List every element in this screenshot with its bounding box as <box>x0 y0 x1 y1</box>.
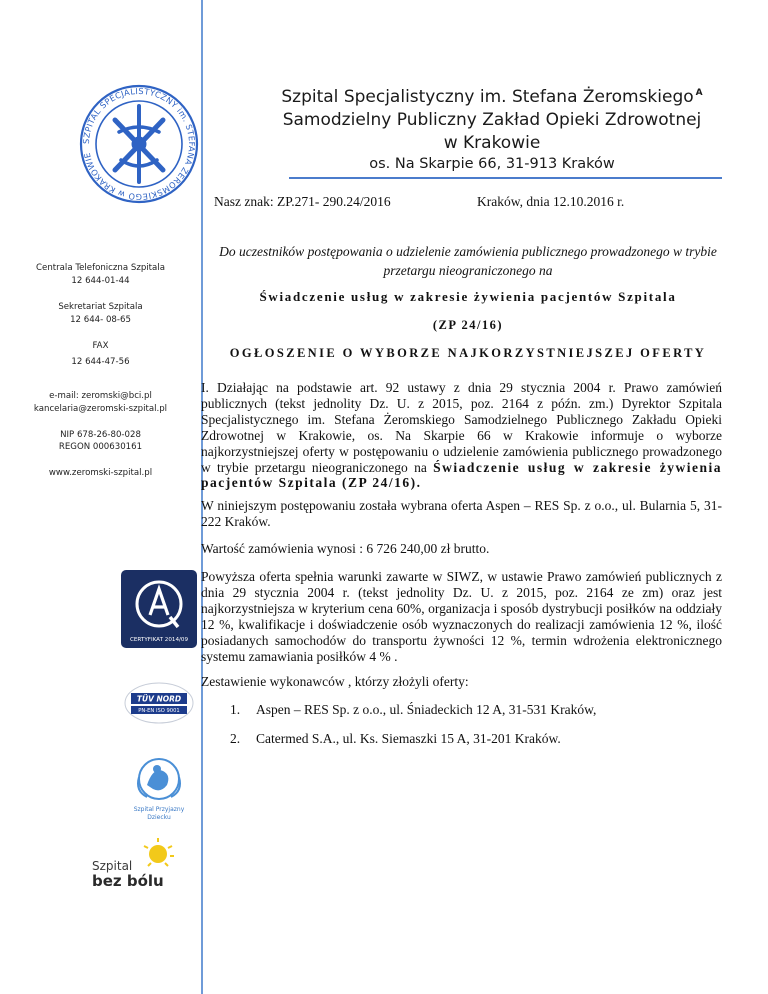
tuv-nord-badge <box>123 681 195 725</box>
svg-text:Szpital Przyjazny: Szpital Przyjazny <box>133 806 185 813</box>
procurement-code: (ZP 24/16) <box>432 318 504 332</box>
website-link[interactable]: www.zeromski-szpital.pl <box>48 468 153 478</box>
list-item: 1. Aspen – RES Sp. z o.o., ul. Śniadeckich 12 A, 31-531 Kraków, <box>230 702 597 717</box>
hospital-name-line2: Samodzielny Publiczny Zakład Opieki Zdrowotnej <box>282 110 702 130</box>
hospital-city-line: w Krakowie <box>443 133 541 153</box>
hospital-seal-logo <box>77 82 201 206</box>
secretariat-label: Sekretariat Szpitala <box>58 302 143 312</box>
hospital-address: os. Na Skarpie 66, 31-913 Kraków <box>369 156 615 172</box>
aq-certificate-badge <box>120 569 198 649</box>
paragraph-order-value: Wartość zamówienia wynosi : 6 726 240,00 zł brutto. <box>201 541 490 556</box>
svg-text:bez bólu: bez bólu <box>92 872 164 890</box>
procurement-subject-inline: Świadczenie usług w zakresie żywienia pacjentów Szpitala (ZP 24/16). <box>201 459 722 491</box>
place-date: Kraków, dnia 12.10.2016 r. <box>477 194 625 209</box>
procurement-subject: Świadczenie usług w zakresie żywienia pacjentów Szpitala <box>259 289 677 304</box>
email-secondary[interactable]: kancelaria@zeromski-szpital.pl <box>33 404 168 414</box>
margin-divider-line <box>201 0 203 994</box>
paragraph-legal-basis: I. Działając na podstawie art. 92 ustawy z dnia 29 stycznia 2004 r. Prawo zamówień publicznych (tekst jednolity Dz. U. z 2015, poz. 2164 z późn. zm.) Dyrektor Szpitala Specjalistycznego im. Stefana Żeromskiego Samodzielnego Publicznego Zakładu Opieki Zdrowotnej w Krakowie, os. Na Skarpie 66 w Krakowie informuje o wyborze najkorzystniejszej oferty w postępowaniu o udzielenie zamówienia publicznego prowadzonego w trybie przetargu nieograniczonego na Świadczenie usług w zakresie żywienia pacjentów Szpitala (ZP 24/16). <box>201 380 722 491</box>
fax-label: FAX <box>92 341 109 351</box>
header-underline <box>289 177 722 179</box>
hospital-name: Szpital Specjalistyczny im. Stefana Żeromskiego $^A$ <box>281 87 703 107</box>
paragraph-bidders-heading: Zestawienie wykonawców , którzy złożyli oferty: <box>201 674 469 689</box>
svg-text:CERTYFIKAT 2014/09: CERTYFIKAT 2014/09 <box>129 637 189 643</box>
phone-number: 12 644-01-44 <box>71 276 130 286</box>
svg-text:TÜV NORD: TÜV NORD <box>136 694 182 704</box>
paragraph-selected-offer: W niniejszym postępowaniu została wybrana oferta Aspen – RES Sp. z o.o., ul. Bularnia 5, 31-222 Kraków. <box>201 498 722 529</box>
paragraph-criteria: Powyższa oferta spełnia warunki zawarte w SIWZ, w ustawie Prawo zamówień publicznych z dnia 29 stycznia 2004 r. (tekst jednolity Dz. U. z 2015, poz. 2164 ze zm) oraz jest najkorzystniejsza w kryterium cena 60%, organizacja i sposób dystrybucji posiłków na oddziały 12 %, kwalifikacje i doświadczenie osób wyznaczonych do realizacji zamówienia 12 %, ilość posiadanych samochodów do transportu żywności 12 %, termin wdrożenia elektronicznego systemu zamawiania posiłków 4 % . <box>201 569 722 664</box>
szpital-bez-bolu-badge <box>88 836 192 892</box>
addressee-intro: Do uczestników postępowania o udzielenie zamówienia publicznego prowadzonego w trybie przetargu nieograniczonego na <box>219 244 717 278</box>
baby-friendly-hospital-badge <box>123 755 195 825</box>
reference-number: Nasz znak: ZP.271- 290.24/2016 <box>214 194 391 209</box>
svg-text:PN-EN ISO 9001: PN-EN ISO 9001 <box>138 708 180 715</box>
phone-label: Centrala Telefoniczna Szpitala <box>36 263 165 273</box>
nip-number: NIP 678-26-80-028 <box>60 430 141 440</box>
email-primary[interactable]: e-mail: zeromski@bci.pl <box>49 391 152 401</box>
regon-number: REGON 000630161 <box>58 442 143 452</box>
svg-text:Dziecku: Dziecku <box>147 814 171 821</box>
svg-text:Szpital: Szpital <box>92 859 133 873</box>
fax-number: 12 644-47-56 <box>71 357 130 367</box>
seal-emblem <box>115 106 163 182</box>
list-item: 2. Catermed S.A., ul. Ks. Siemaszki 15 A, 31-201 Kraków. <box>230 731 561 746</box>
notice-title: OGŁOSZENIE O WYBORZE NAJKORZYSTNIEJSZEJ OFERTY <box>229 346 707 360</box>
sun-icon <box>144 838 174 866</box>
seal-ring-text: SZPITAL SPECJALISTYCZNY im. STEFANA ŻEROMSKIEGO w KRAKOWIE <box>80 85 198 203</box>
secretariat-number: 12 644- 08-65 <box>70 315 131 325</box>
